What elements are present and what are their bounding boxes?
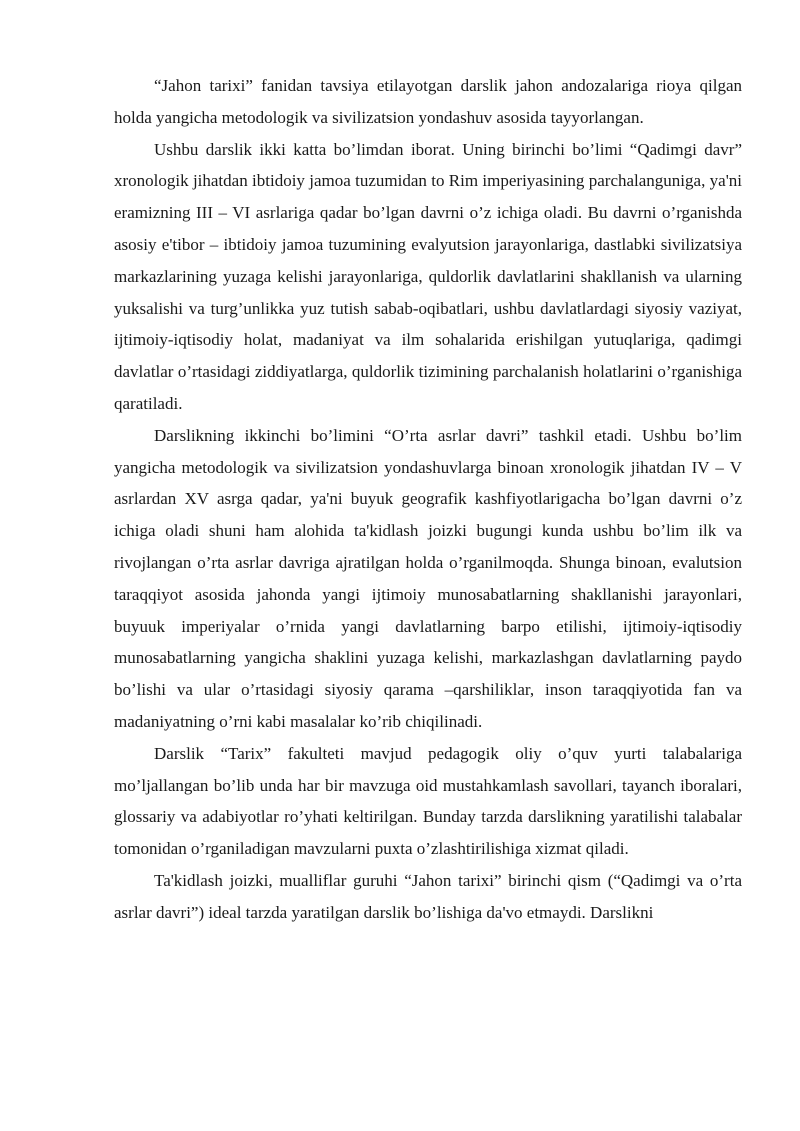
paragraph-intro: “Jahon tarixi” fanidan tavsiya etilayotgan darslik jahon andozalariga rioya qilgan holda yangicha metodologik va sivilizatsion yondashuv asosida tayyorlangan. xyxy=(114,76,742,127)
paragraph-audience: Darslik “Tarix” fakulteti mavjud pedagogik oliy o’quv yurti talabalariga mo’ljallangan bo’lib unda har bir mavzuga oid mustahkamlash savollari, tayanch iboralari, glossariy va adabiyotlar ro’yhati keltirilgan. Bunday tarzda darslikning yaratilishi talabalar tomonidan o’rganiladigan mavzularni puxta o’zlashtirilishiga xizmat qiladi. xyxy=(114,743,742,859)
paragraph-first-section: Ushbu darslik ikki katta bo’limdan iborat. Uning birinchi bo’limi “Qadimgi davr” xronologik jihatdan ibtidoiy jamoa tuzumidan to Rim imperiyasining parchalanguniga, ya'ni eramizning III – VI asrlariga qadar bo’lgan davrni o’z ichiga oladi. Bu davrni o’rganishda asosiy e'tibor – ibtidoiy jamoa tuzumining evalyutsion jarayonlariga, dastlabki sivilizatsiya markazlarining yuzaga kelishi jarayonlariga, quldorlik davlatlarini shakllanish va ularning yuksalishi va turg’unlikka yuz tutish sabab-oqibatlari, ushbu davlatlardagi siyosiy vaziyat, ijtimoiy-iqtisodiy holat, madaniyat va ilm sohalarida erishilgan yutuqlariga, qadimgi davlatlar o’rtasidagi ziddiyatlarga, quldorlik tizimining parchalanish holatlarini o’rganishiga qaratiladi. xyxy=(114,139,742,413)
paragraph-authors-note: Ta'kidlash joizki, mualliflar guruhi “Jahon tarixi” birinchi qism (“Qadimgi va o’rta asrlar davri”) ideal tarzda yaratilgan darslik bo’lishiga da'vo etmaydi. Darslikni xyxy=(114,870,742,922)
paragraph-second-section: Darslikning ikkinchi bo’limini “O’rta asrlar davri” tashkil etadi. Ushbu bo’lim yangicha metodologik va sivilizatsion yondashuvlarga binoan xronologik jihatdan IV – V asrlardan XV asrga qadar, ya'ni buyuk geografik kashfiyotlarigacha bo’lgan davrni o’z ichiga oladi shuni ham alohida ta'kidlash joizki bugungi kunda ushbu bo’lim ilk va rivojlangan o’rta asrlar davriga ajratilgan holda o’rganilmoqda. Shunga binoan, evalutsion taraqqiyot asosida jahonda yangi ijtimoiy munosabatlarning shakllanishi jarayonlari, buyuuk imperiyalar o’rnida yangi davlatlarning barpo etilishi, ijtimoiy-iqtisodiy munosabatlarning yangicha shaklini yuzaga kelishi, markazlashgan davlatlarning paydo bo’lishi va ular o’rtasidagi siyosiy qarama –qarshiliklar, inson taraqqiyotida fan va madaniyatning o’rni kabi masalalar ko’rib chiqilinadi. xyxy=(114,425,742,731)
document-page xyxy=(114,70,742,929)
